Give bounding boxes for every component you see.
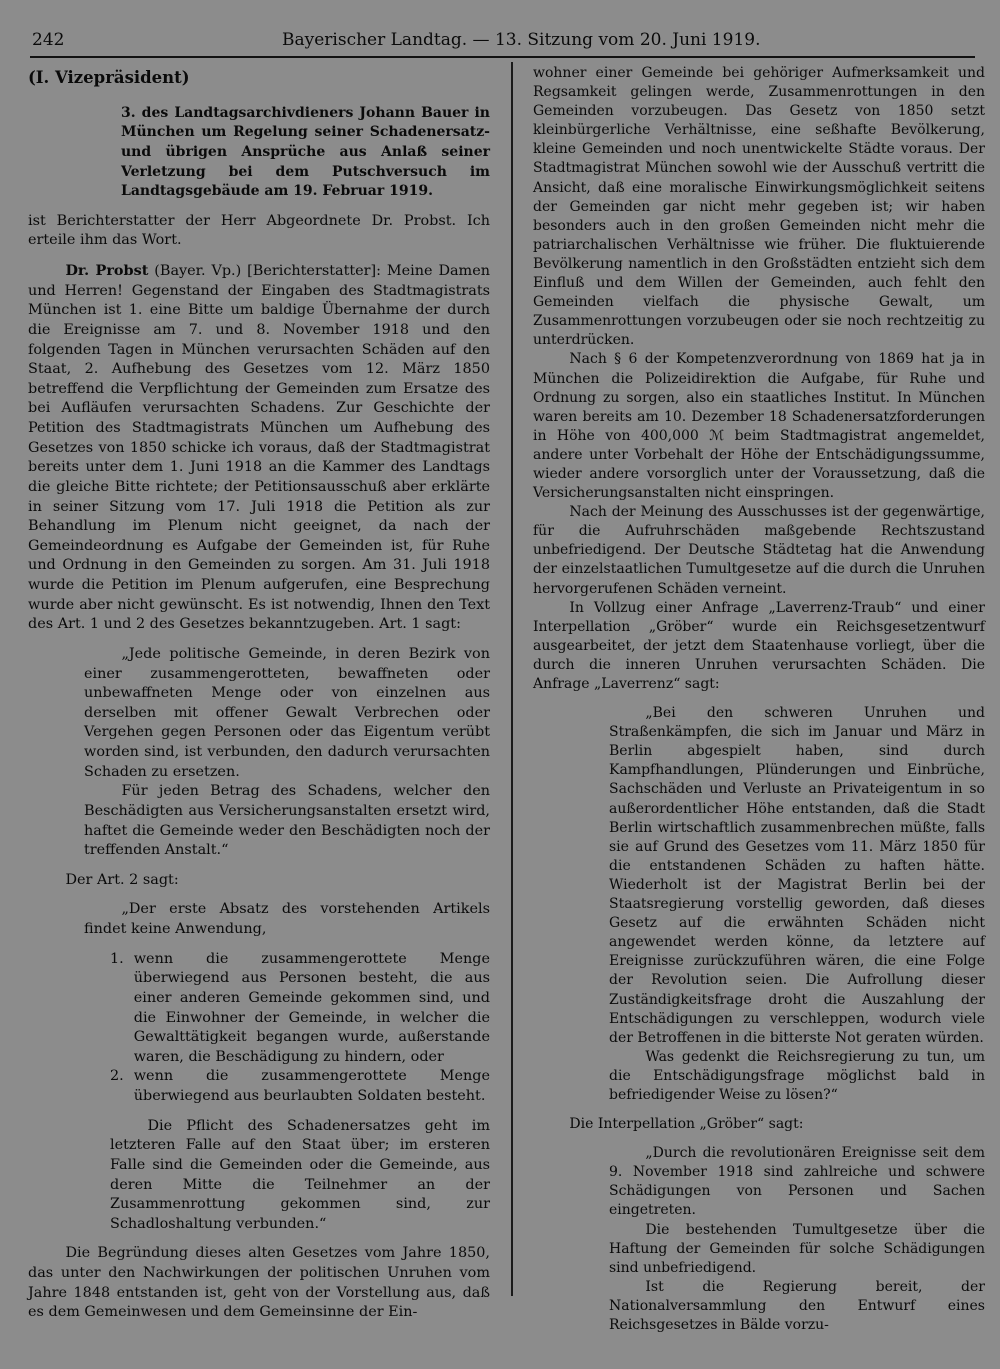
agenda-item: 3. des Landtagsarchivdieners Johann Bauer in München um Regelung seiner Schadenersatz- und übrigen Ansprüche aus Anlaß seiner Verletzung bei dem Putschversuch im Landtagsgebäude am 19. Februar 1919. (121, 104, 490, 200)
article-2-closing-block (28, 1117, 490, 1235)
quote-paragraph: „Durch die revolutionären Ereignisse seit dem 9. November 1918 sind zahlreiche und schwere Schädigungen von Personen und Sachen eingetreten. (609, 1145, 985, 1219)
paragraph: Nach der Meinung des Ausschusses ist der gegenwärtige, für die Aufruhrschäden maßgebende Rechtszustand unbefriedigend. Der Deutsche Städtetag hat die Anwendung der einzelstaatlichen Tumultgesetze auf die durch die Unruhen hervorgerufenen Schäden verneint. (533, 504, 985, 597)
list-item-text: wenn die zusammengerottete Menge überwiegend aus beurlaubten Soldaten besteht. (133, 1068, 490, 1104)
article-2-quote-opening: „Der erste Absatz des vorstehenden Artikels findet keine Anwendung, (84, 901, 490, 937)
speaker-name: Dr. Probst (65, 262, 149, 279)
left-column (28, 64, 490, 1323)
speaker-heading: (I. Vizepräsident) (28, 68, 190, 87)
quote-paragraph: „Bei den schweren Unruhen und Straßenkämpfen, die sich im Januar und März in Berlin abgespielt haben, sind durch Kampfhandlungen, Plünderungen und Einbrüche, Sachschäden und Verluste an Privateigentum in so außerordentlicher Höhe entstanden, daß die Stadt Berlin wirtschaftlich zusammenbrechen müßte, falls sie auf Grund des Gesetzes vom 11. März 1850 für die entstandenen Schäden zu haften hätte. Wiederholt ist der Magistrat Berlin bei der Staatsregierung vorstellig geworden, daß dieses Gesetz auf die erwähnten Schäden nicht angewendet werden könne, da letztere auf Ereignisse zurückzuführen wären, die eine Folge der Revolution seien. Die Aufrollung dieser Zuständigkeitsfrage droht die Auszahlung der Entschädigungen zu verschleppen, wodurch viele der Betroffenen in die bitterste Not geraten würden. (609, 705, 985, 1046)
list-item-number: 1. (110, 950, 124, 967)
article-2-quote (28, 900, 490, 939)
speech-paragraph (28, 261, 490, 635)
page-header (30, 26, 975, 58)
running-head: Bayerischer Landtag. — 13. Sitzung vom 20. Juni 1919. (282, 30, 761, 50)
right-column (533, 64, 985, 1335)
speech-text: (Bayer. Vp.) [Berichterstatter]: Meine Damen und Herren! Gegenstand der Eingaben des Stadtmagistrats München ist 1. eine Bitte um baldige Übernahme der durch die Ereignisse am 7. und 8. November 1918 und den folgenden Tagen in München verursachten Schäden auf den Staat, 2. Aufhebung des Gesetzes vom 12. März 1850 betreffend die Verpflichtung der Gemeinden zum Ersatze des bei Aufläufen verursachten Schadens. Zur Geschichte der Petition des Stadtmagistrats München um Aufhebung des Gesetzes von 1850 schicke ich voraus, daß der Stadtmagistrat bereits unter dem 1. Juni 1918 an die Kammer des Landtags die gleiche Bitte richtete; der Petitionsausschuß aber erklärte in seiner Sitzung vom 17. Juli 1918 die Petition als zur Behandlung im Plenum nicht geeignet, da nach der Gemeindeordnung es Aufgabe der Gemeinden ist, für Ruhe und Ordnung in den Gemeinden zu sorgen. Am 31. Juli 1918 wurde die Petition im Plenum aufgerufen, eine Besprechung wurde aber nicht gewünscht. Es ist notwendig, Ihnen den Text des Art. 1 und 2 des Gesetzes bekanntzugeben. Art. 1 sagt: (28, 263, 490, 633)
final-paragraph: Die Begründung dieses alten Gesetzes vom Jahre 1850, das unter den Nachwirkungen der politischen Unruhen vom Jahre 1848 entstanden ist, geht von der Vorstellung aus, daß es dem Gemeinwesen und dem Gemeinsinne der Ein- (28, 1245, 490, 1321)
quote-paragraph: Ist die Regierung bereit, der Nationalversammlung den Entwurf eines Reichsgesetzes in Bälde vorzu- (609, 1278, 985, 1333)
article-2-list (28, 950, 490, 1107)
paragraph: In Vollzug einer Anfrage „Laverrenz-Traub“ und einer Interpellation „Gröber“ wurde ein Reichsgesetzentwurf ausgearbeitet, der jetzt dem Staatenhause vorliegt, über die durch die inneren Unruhen verursachten Schäden. Die Anfrage „Laverrenz“ sagt: (533, 599, 985, 692)
list-item-number: 2. (110, 1068, 124, 1085)
groeber-quote (533, 1144, 985, 1335)
list-item (110, 950, 490, 1068)
list-item (110, 1067, 490, 1106)
article-1-quote (28, 645, 490, 861)
list-item-text: wenn die zusammengerottete Menge überwiegend aus Personen besteht, die aus einer anderen Gemeinde gekommen sind, und die Einwohner der Gemeinde, in welcher die Gewalttätigkeit begangen wurde, außerstande waren, die Beschädigung zu hindern, oder (133, 950, 490, 1065)
paragraph: wohner einer Gemeinde bei gehöriger Aufmerksamkeit und Regsamkeit gelingen werde, Zusammenrottungen in den Gemeinden vorzubeugen. Das Gesetz von 1850 setzt kleinbürgerliche Verhältnisse, eine seßhafte Bevölkerung, kleine Gemeinden und noch unentwickelte Städte voraus. Der Stadtmagistrat München sowohl wie der Ausschuß vertritt die Ansicht, daß eine moralische Einwirkungsmöglichkeit seitens der Gemeinden gar nicht mehr gegeben ist; wir haben besonders auch in den großen Gemeinden nicht mehr die patriarchalischen Verhältnisse wie früher. Die fluktuierende Bevölkerung namentlich in den Großstädten entzieht sich dem Einfluß und dem Willen der Gemeinden, auch fehlt den Gemeinden vielfach die physische Gewalt, um Zusammenrottungen vorzubeugen oder sie noch rechtzeitig zu unterdrücken. (533, 65, 985, 349)
article-1-quote-paragraph: Für jeden Betrag des Schadens, welcher den Beschädigten aus Versicherungsanstalten ersetzt wird, haftet die Gemeinde weder den Beschädigten noch der treffenden Anstalt.“ (84, 783, 490, 859)
article-2-closing: Die Pflicht des Schadenersatzes geht im letzteren Falle auf den Staat über; im ersteren Falle sind die Gemeinden oder die Gemeinde, aus deren Mitte die Teilnehmer an der Zusammenrottung gekommen sind, zur Schadloshaltung verbunden.“ (110, 1117, 490, 1232)
column-divider (511, 62, 513, 1296)
paragraph: Nach § 6 der Kompetenzverordnung von 1869 hat ja in München die Polizeidirektion die Aufgabe, für Ruhe und Ordnung zu sorgen, also ein staatliches Institut. In München waren bereits am 10. Dezember 18 Schadenersatzforderungen in Höhe von 400,000 ℳ beim Stadtmagistrat angemeldet, andere unter Vorbehalt der Höhe der Entschädigungssumme, wieder andere vorsorglich unter der Voraussetzung, daß die Versicherungsanstalten nicht einspringen. (533, 351, 985, 502)
page-number: 242 (32, 30, 65, 50)
laverrenz-quote (533, 704, 985, 1105)
quote-paragraph: Was gedenkt die Reichsregierung zu tun, um die Entschädigungsfrage möglichst bald in befriedigender Weise zu lösen?“ (609, 1048, 985, 1103)
quote-paragraph: Die bestehenden Tumultgesetze über die Haftung der Gemeinden für solche Schädigungen sind unbefriedigend. (609, 1221, 985, 1276)
paragraph: Die Interpellation „Gröber“ sagt: (569, 1116, 804, 1133)
introduction: ist Berichterstatter der Herr Abgeordnete Dr. Probst. Ich erteile ihm das Wort. (28, 212, 490, 249)
article-1-quote-paragraph: „Jede politische Gemeinde, in deren Bezirk von einer zusammengerotteten, bewaffneten oder unbewaffneten Menge oder von einzelnen aus derselben mit offener Gewalt Verbrechen oder Vergehen gegen Personen oder das Eigentum verübt worden sind, ist verbunden, den dadurch verursachten Schaden zu ersetzen. (84, 645, 490, 780)
article-2-intro: Der Art. 2 sagt: (65, 871, 179, 888)
